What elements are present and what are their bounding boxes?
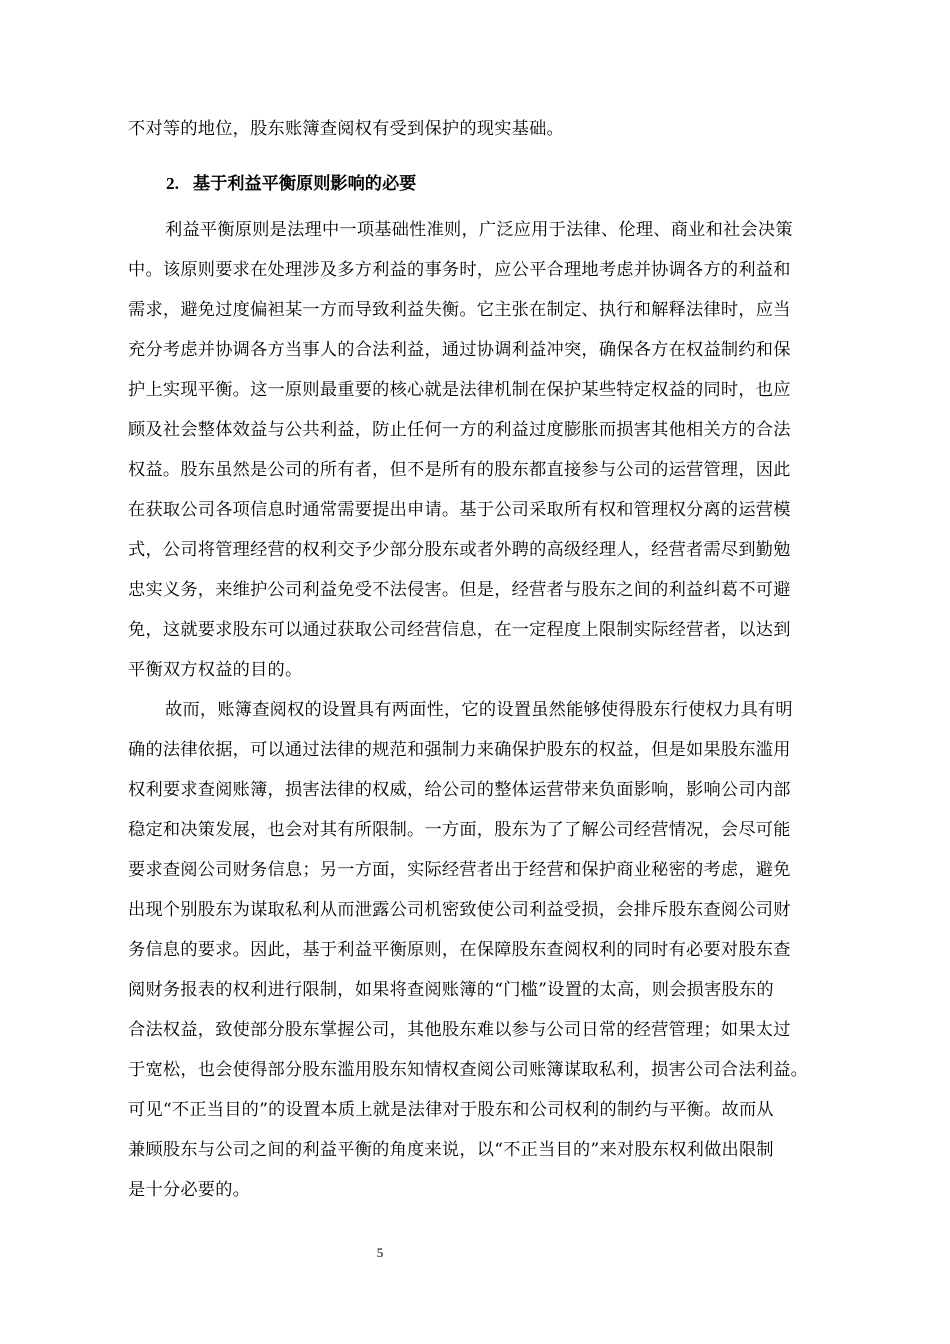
paragraph-1-line: 护上实现平衡。这一原则最重要的核心就是法律机制在保护某些特定权益的同时，也应 (128, 380, 791, 400)
opening-line: 不对等的地位，股东账簿查阅权有受到保护的现实基础。 (128, 119, 564, 139)
section-number: 2. (166, 174, 179, 193)
paragraph-2-line: 阅财务报表的权利进行限制，如果将查阅账簿的“门槛”设置的太高，则会损害股东的 (128, 980, 774, 1000)
paragraph-1-line: 免，这就要求股东可以通过获取公司经营信息，在一定程度上限制实际经营者，以达到 (128, 620, 791, 640)
paragraph-2-line: 出现个别股东为谋取私利从而泄露公司机密致使公司利益受损，会排斥股东查阅公司财 (128, 900, 791, 920)
paragraph-2-line: 权利要求查阅账簿，损害法律的权威，给公司的整体运营带来负面影响，影响公司内部 (128, 780, 791, 800)
paragraph-1-line: 式，公司将管理经营的权利交予少部分股东或者外聘的高级经理人，经营者需尽到勤勉 (128, 540, 791, 560)
paragraph-1-line: 忠实义务，来维护公司利益免受不法侵害。但是，经营者与股东之间的利益纠葛不可避 (128, 580, 791, 600)
paragraph-2-line: 确的法律依据，可以通过法律的规范和强制力来确保护股东的权益，但是如果股东滥用 (128, 740, 791, 760)
paragraph-1-line: 利益平衡原则是法理中一项基础性准则，广泛应用于法律、伦理、商业和社会决策 (165, 220, 793, 240)
paragraph-1-line: 在获取公司各项信息时通常需要提出申请。基于公司采取所有权和管理权分离的运营模 (128, 500, 791, 520)
section-title: 基于利益平衡原则影响的必要 (192, 174, 417, 194)
paragraph-1-line: 权益。股东虽然是公司的所有者，但不是所有的股东都直接参与公司的运营管理，因此 (128, 460, 791, 480)
paragraph-1-line: 充分考虑并协调各方当事人的合法利益，通过协调利益冲突，确保各方在权益制约和保 (128, 340, 791, 360)
paragraph-2-line: 合法权益，致使部分股东掌握公司，其他股东难以参与公司日常的经营管理；如果太过 (128, 1020, 791, 1040)
paragraph-2-line: 兼顾股东与公司之间的利益平衡的角度来说，以“不正当目的”来对股东权利做出限制 (128, 1140, 774, 1160)
paragraph-2-line: 要求查阅公司财务信息；另一方面，实际经营者出于经营和保护商业秘密的考虑，避免 (128, 860, 791, 880)
paragraph-2-line: 于宽松，也会使得部分股东滥用股东知情权查阅公司账簿谋取私利，损害公司合法利益。 (128, 1060, 809, 1080)
paragraph-1-line: 平衡双方权益的目的。 (128, 660, 303, 680)
paragraph-1-line: 需求，避免过度偏袒某一方而导致利益失衡。它主张在制定、执行和解释法律时，应当 (128, 300, 791, 320)
paragraph-1-line: 中。该原则要求在处理涉及多方利益的事务时，应公平合理地考虑并协调各方的利益和 (128, 260, 791, 280)
paragraph-2-line: 可见“不正当目的”的设置本质上就是法律对于股东和公司权利的制约与平衡。故而从 (128, 1100, 774, 1120)
paragraph-2-line: 故而，账簿查阅权的设置具有两面性，它的设置虽然能够使得股东行使权力具有明 (165, 700, 793, 720)
page-number: 5 (376, 1245, 384, 1260)
section-heading (166, 172, 416, 196)
paragraph-2-line: 是十分必要的。 (128, 1180, 251, 1200)
paragraph-2-line: 务信息的要求。因此，基于利益平衡原则，在保障股东查阅权利的同时有必要对股东查 (128, 940, 791, 960)
paragraph-1-line: 顾及社会整体效益与公共利益，防止任何一方的利益过度膨胀而损害其他相关方的合法 (128, 420, 791, 440)
paragraph-2-line: 稳定和决策发展，也会对其有所限制。一方面，股东为了了解公司经营情况，会尽可能 (128, 820, 791, 840)
